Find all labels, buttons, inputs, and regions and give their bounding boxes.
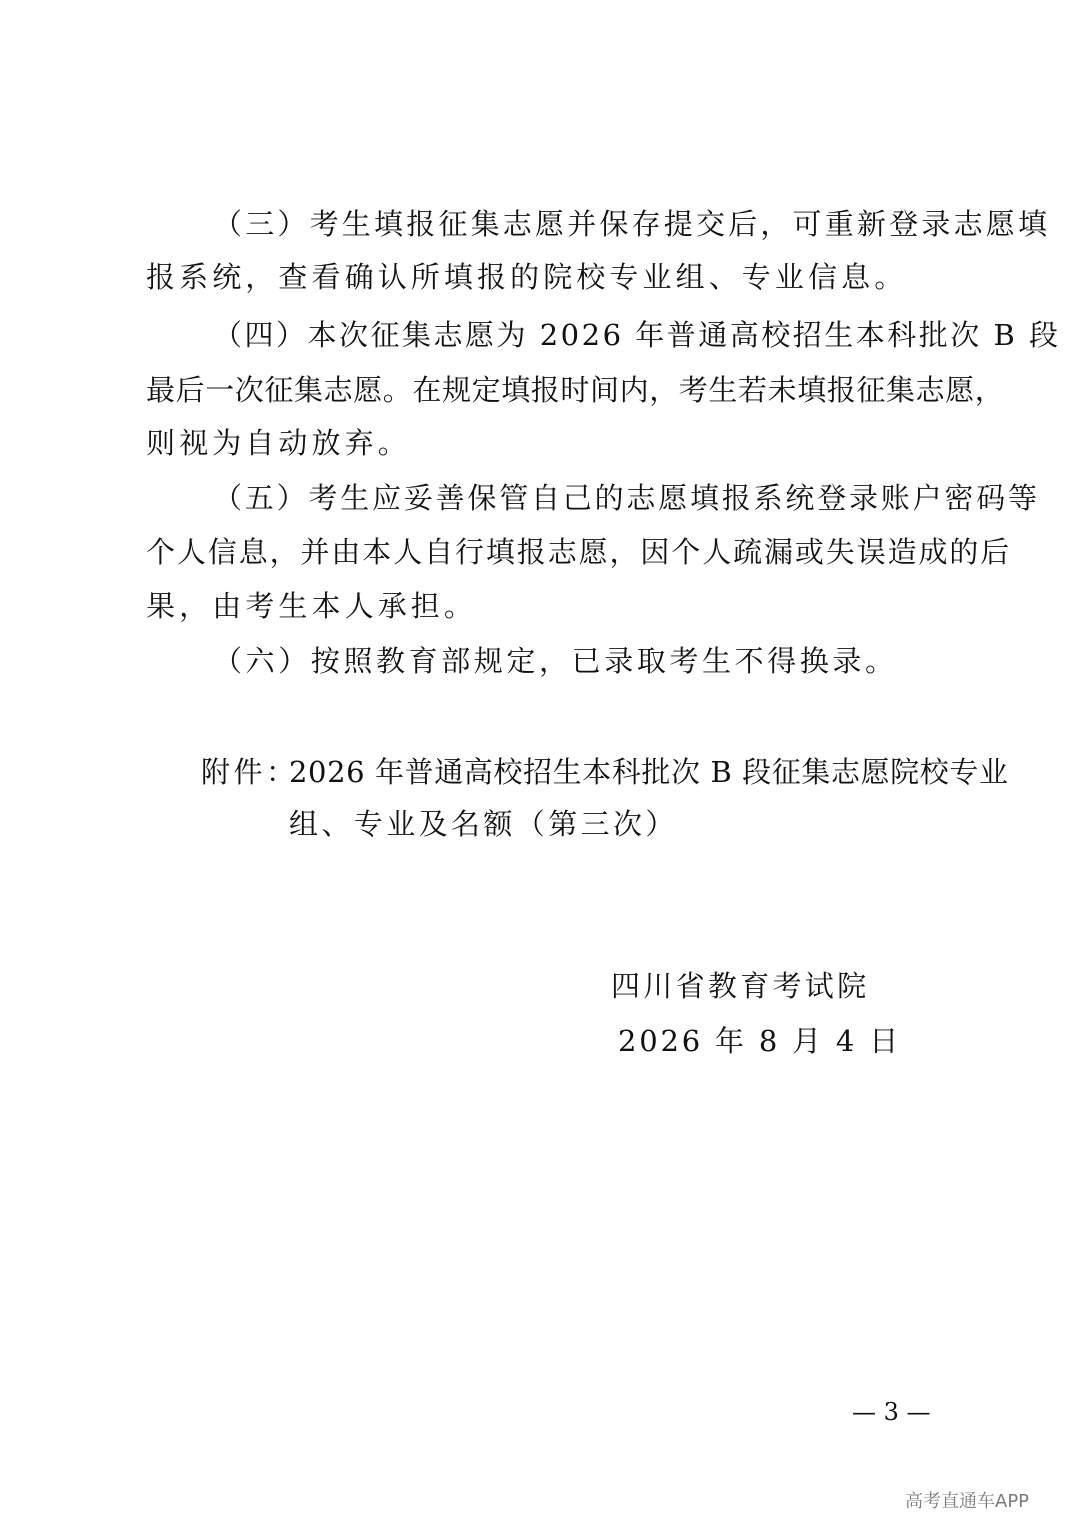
issue-date: 2026 年 8 月 4 日 [618, 1024, 901, 1058]
watermark: 高考直通车APP [905, 1491, 1030, 1512]
item-4-line-3: 则视为自动放弃。 [146, 426, 411, 460]
item-4-line-2: 最后一次征集志愿。在规定填报时间内，考生若未填报征集志愿， [146, 373, 1005, 407]
item-5-line-3: 果，由考生本人承担。 [146, 589, 478, 623]
attachment-title-line-2: 组、专业及名额（第三次） [289, 807, 678, 841]
attachment-label: 附件： [201, 755, 299, 789]
item-5-line-2: 个人信息，并由本人自行填报志愿，因个人疏漏或失误造成的后 [146, 535, 1012, 569]
item-5-line-1: （五）考生应妥善保管自己的志愿填报系统登录账户密码等 [213, 481, 1040, 515]
issuer-name: 四川省教育考试院 [611, 969, 870, 1003]
item-6-line-1: （六）按照教育部规定，已录取考生不得换录。 [213, 644, 898, 678]
item-3-line-1: （三）考生填报征集志愿并保存提交后，可重新登录志愿填 [213, 207, 1051, 241]
item-3-line-2: 报系统，查看确认所填报的院校专业组、专业信息。 [146, 260, 908, 294]
page-number: — 3 — [852, 1398, 931, 1426]
item-4-line-1: （四）本次征集志愿为 2026 年普通高校招生本科批次 B 段 [213, 318, 1061, 352]
attachment-title-line-1: 2026 年普通高校招生本科批次 B 段征集志愿院校专业 [289, 755, 1009, 789]
